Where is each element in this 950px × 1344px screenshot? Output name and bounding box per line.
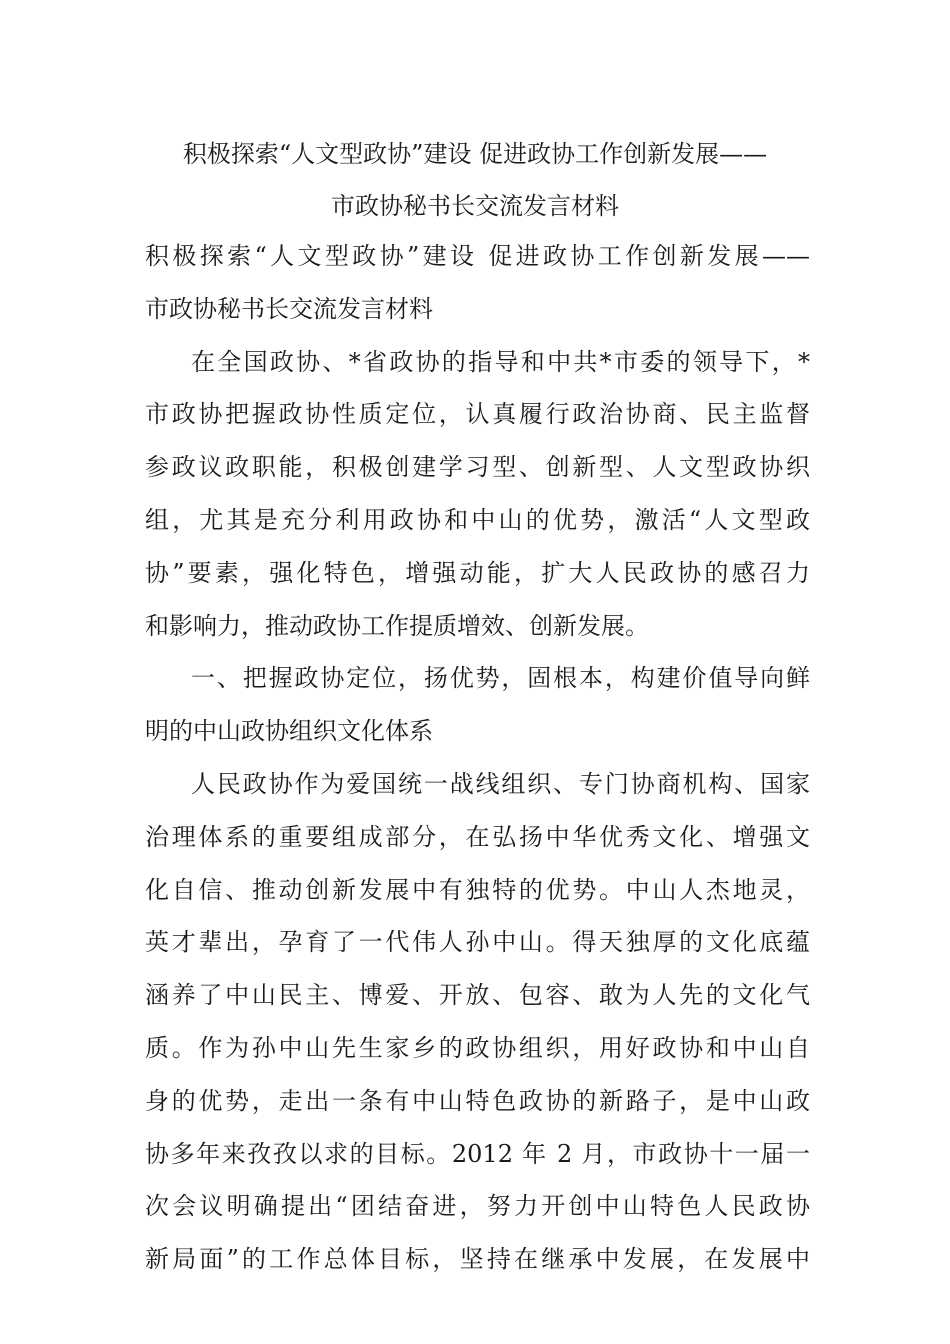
section-heading-line: 一、把握政协定位，扬优势，固根本，构建价值导向鲜 xyxy=(191,664,810,693)
paragraph-line: 质。作为孙中山先生家乡的政协组织，用好政协和中山自 xyxy=(145,1033,810,1062)
subtitle-line-2: 市政协秘书长交流发言材料 xyxy=(145,294,433,323)
paragraph-line: 化自信、推动创新发展中有独特的优势。中山人杰地灵， xyxy=(145,875,810,904)
title-line-2: 市政协秘书长交流发言材料 xyxy=(331,192,619,220)
paragraph-line: 人民政协作为爱国统一战线组织、专门协商机构、国家 xyxy=(191,769,810,798)
paragraph-line: 和影响力，推动政协工作提质增效、创新发展。 xyxy=(145,611,649,640)
document-title xyxy=(140,128,810,232)
paragraph-line: 身的优势，走出一条有中山特色政协的新路子，是中山政 xyxy=(145,1086,810,1115)
paragraph-intro xyxy=(145,336,810,653)
paragraph-line: 在全国政协、*省政协的指导和中共*市委的领导下，* xyxy=(191,347,810,376)
section-heading-1 xyxy=(145,652,810,758)
paragraph-line: 涵养了中山民主、博爱、开放、包容、敢为人先的文化气 xyxy=(145,981,810,1010)
paragraph-line: 参政议政职能，积极创建学习型、创新型、人文型政协织 xyxy=(145,453,810,482)
section-heading-line: 明的中山政协组织文化体系 xyxy=(145,717,433,746)
paragraph-line: 新局面”的工作总体目标，坚持在继承中发展，在发展中 xyxy=(145,1245,810,1274)
paragraph-line: 协”要素，强化特色，增强动能，扩大人民政协的感召力 xyxy=(145,558,810,587)
paragraph-line: 市政协把握政协性质定位，认真履行政治协商、民主监督 xyxy=(145,400,810,429)
paragraph-line: 组，尤其是充分利用政协和中山的优势，激活“人文型政 xyxy=(145,505,810,534)
document-body xyxy=(145,230,810,1286)
paragraph-line: 次会议明确提出“团结奋进，努力开创中山特色人民政协 xyxy=(145,1192,810,1221)
paragraph-line: 协多年来孜孜以求的目标。2012 年 2 月，市政协十一届一 xyxy=(145,1139,810,1168)
title-line-1: 积极探索“人文型政协”建设 促进政协工作创新发展—— xyxy=(182,140,768,168)
paragraph-body xyxy=(145,758,810,1286)
paragraph-line: 治理体系的重要组成部分，在弘扬中华优秀文化、增强文 xyxy=(145,822,810,851)
paragraph-line: 英才辈出，孕育了一代伟人孙中山。得天独厚的文化底蕴 xyxy=(145,928,810,957)
subtitle-line-1: 积极探索“人文型政协”建设 促进政协工作创新发展—— xyxy=(145,242,810,270)
